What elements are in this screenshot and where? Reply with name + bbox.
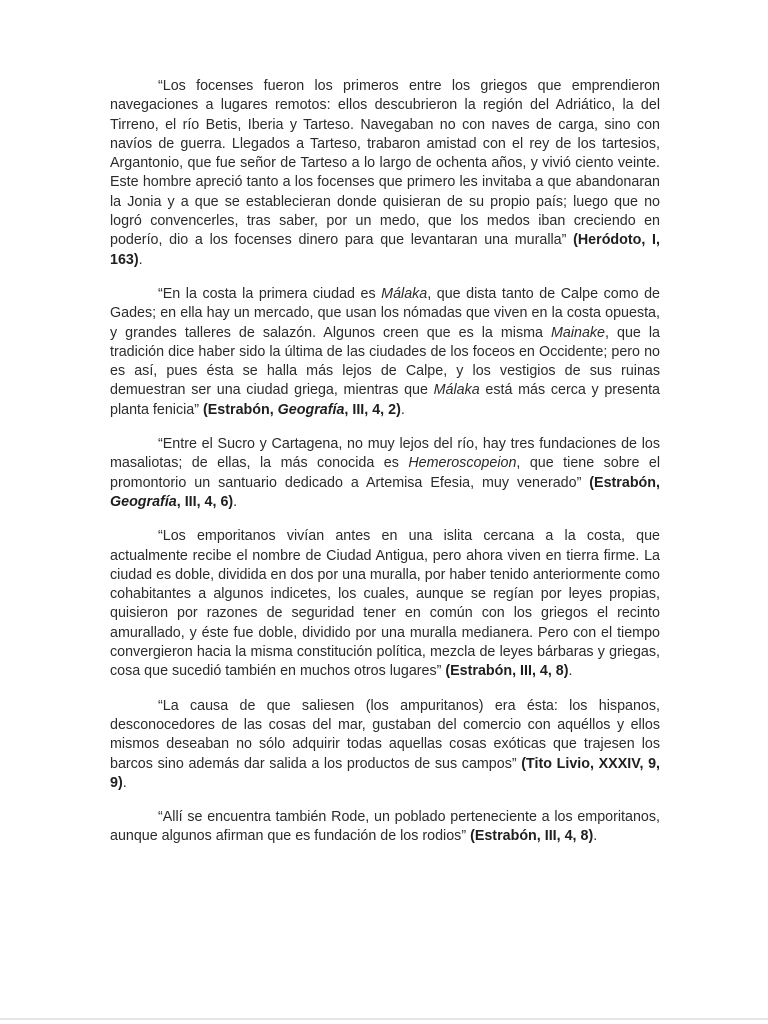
quote-text: “En la costa la primera ciudad es <box>158 285 382 302</box>
citation-work-title <box>278 402 345 418</box>
quote-text: , que dista tanto de Calpe como de Gades; en ella hay un mercado, que usan los nómadas que viven en la costa opuesta, y grandes talleres de salazón. Algunos creen que es la misma <box>110 285 661 341</box>
quote-text: , que tiene sobre el promontorio un santuario dedicado a Artemisa Efesia, muy venerado” <box>110 455 661 491</box>
quote-text: . <box>400 401 405 418</box>
quote-paragraph <box>110 435 660 512</box>
citation: (Tito Livio, XXXIV, 9, 9) <box>110 755 660 791</box>
quote-paragraph <box>110 808 660 847</box>
quote-text: “Allí se encuentra también Rode, un poblado perteneciente a los emporitanos, aunque algunos afirman que es fundación de los rodios” <box>110 809 660 845</box>
quotations-body <box>110 77 660 862</box>
quote-text: . <box>593 828 598 845</box>
citation: (Estrabón, III, 4, 8) <box>470 828 594 845</box>
quote-text: “Entre el Sucro y Cartagena, no muy lejos del río, hay tres fundaciones de los masaliotas; de ellas, la más conocida es <box>110 436 660 472</box>
quote-text: . <box>138 251 143 268</box>
citation: , III, 4, 2) <box>344 401 401 418</box>
citation: , III, 4, 6) <box>176 493 234 510</box>
quote-paragraph <box>110 285 660 420</box>
citation: (Estrabón, <box>203 401 278 418</box>
scan-bottom-edge <box>0 1018 768 1020</box>
quote-paragraph <box>110 77 660 270</box>
quote-text: “Los emporitanos vivían antes en una islita cercana a la costa, que actualmente recibe el nombre de Ciudad Antigua, pero ahora viven en tierra firme. La ciudad es doble, dividida en dos por una muralla, por haber tenido anteriormente como cohabitantes a algunos indicetes, los cuales, aunque se regían por leyes propias, quisieron por razones de seguridad tener en común con los griegos el recinto amurallado, y éste fue doble, dividido por una muralla medianera. Pero con el tiempo convergieron hacia la misma constitución política, mezcla de leyes bárbaras y griegas, cosa que sucedió también en muchos otros lugares” <box>110 528 660 680</box>
quote-paragraph <box>110 697 660 793</box>
citation-work-title-text: Geografía <box>277 401 345 418</box>
quote-text: . <box>233 493 238 510</box>
quote-text: , que la tradición dice haber sido la última de las ciudades de los foceos en Occidente; pero no es así, pues ésta se halla más lejos de Calpe, y los vestigios de sus ruinas demuestran ser una ciudad griega, mientras que <box>110 324 660 399</box>
quote-text: “La causa de que saliesen (los ampuritanos) era ésta: los hispanos, desconocedores de las cosas del mar, gustaban del comercio con aquéllos y ellos mismos deseaban no sólo adquirir todas aquellas cosas exóticas que trajesen los barcos sino además dar salida a los productos de sus campos” <box>110 697 660 772</box>
quote-text: “Los focenses fueron los primeros entre los griegos que emprendieron navegaciones a lugares remotos: ellos descubrieron la región del Adriático, la del Tirreno, el río Betis, Iberia y Tarteso. Navegaban no con naves de carga, sino con navíos de guerra. Llegados a Tarteso, trabaron amistad con el rey de los tartesios, Argantonio, que fue señor de Tarteso a lo largo de ochenta años, y vivió ciento veinte. Este hombre apreció tanto a los focenses que primero les invitaba a que abandonaran la Jonia y a que se establecieran donde quisieran de su propio país; luego que no logró convencerles, tras saber, por un medo, que los medos iban creciendo en poderío, dio a los focenses dinero para que levantaran una muralla” <box>110 78 660 249</box>
citation-work-title <box>110 494 177 510</box>
citation: (Estrabón, III, 4, 8) <box>445 663 569 680</box>
italic-term: Málaka <box>381 285 428 302</box>
quote-text: . <box>568 663 573 680</box>
italic-term: Hemeroscopeion <box>408 455 517 472</box>
quote-paragraph <box>110 527 660 681</box>
citation-work-title-text: Geografía <box>110 493 177 510</box>
quote-text: . <box>122 774 127 791</box>
quote-text: está más cerca y presenta planta fenicia” <box>110 382 660 418</box>
italic-term: Málaka <box>433 382 480 399</box>
italic-term: Mainake <box>550 324 606 341</box>
citation: (Heródoto, I, 163) <box>110 232 660 268</box>
citation: (Estrabón, <box>589 474 660 491</box>
